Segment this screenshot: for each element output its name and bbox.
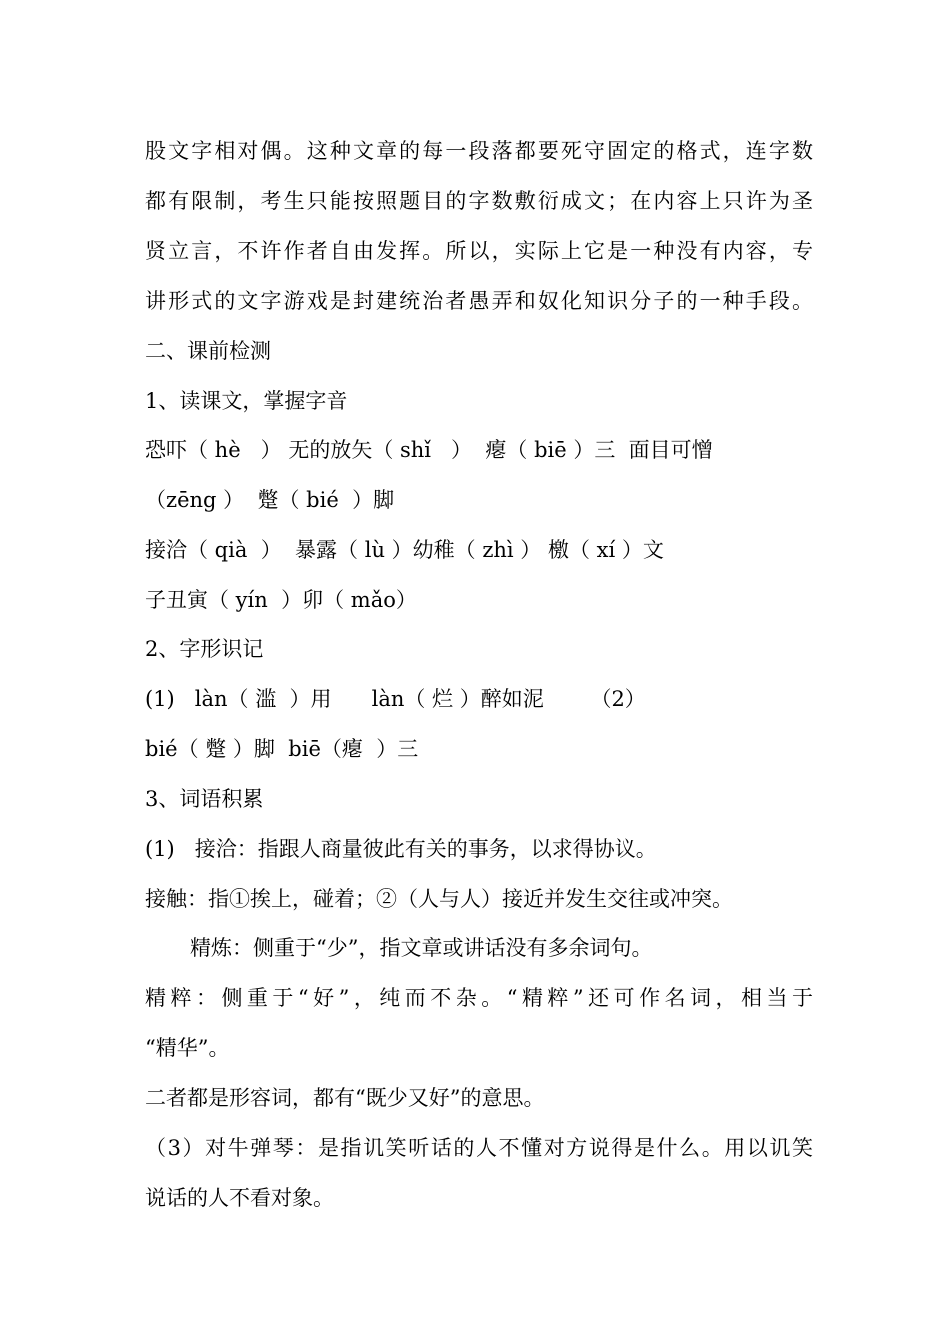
vocabulary-line: 精炼：侧重于“少”，指文章或讲话没有多余词句。 xyxy=(190,936,653,960)
subsection-heading: 2、字形识记 xyxy=(145,637,264,661)
paragraph-line: 讲形式的文字游戏是封建统治者愚弄和奴化知识分子的一种手段。 xyxy=(145,289,813,313)
paragraph-line: 贤立言，不许作者自由发挥。所以，实际上它是一种没有内容，专 xyxy=(145,239,813,263)
paragraph-line: 都有限制，考生只能按照题目的字数敷衍成文；在内容上只许为圣 xyxy=(145,189,813,213)
pronunciation-line: 子丑寅（ yín ）卯（ mǎo） xyxy=(145,588,417,612)
vocabulary-line: “精华”。 xyxy=(145,1036,230,1060)
glyph-recognition-line: (1) làn（ 滥 ）用 làn（ 烂 ）醉如泥 （2） xyxy=(145,687,646,711)
pronunciation-line: 恐吓（ hè ） 无的放矢（ shǐ ） 瘪（ biē ）三 面目可憎 xyxy=(145,438,713,462)
section-heading: 二、课前检测 xyxy=(145,339,271,363)
paragraph-line: 股文字相对偶。这种文章的每一段落都要死守固定的格式，连字数 xyxy=(145,139,813,163)
vocabulary-line: 说话的人不看对象。 xyxy=(145,1186,334,1210)
subsection-heading: 1、读课文，掌握字音 xyxy=(145,389,348,413)
pronunciation-line: （zēng ） 蹩（ bié ）脚 xyxy=(145,488,395,512)
vocabulary-line: （3）对牛弹琴：是指讥笑听话的人不懂对方说得是什么。用以讥笑 xyxy=(145,1136,813,1160)
vocabulary-line: (1) 接洽：指跟人商量彼此有关的事务，以求得协议。 xyxy=(145,837,657,861)
vocabulary-line: 二者都是形容词，都有“既少又好”的意思。 xyxy=(145,1086,545,1110)
glyph-recognition-line: bié（ 蹩 ）脚 biē（瘪 ）三 xyxy=(145,737,419,761)
vocabulary-line: 精粹：侧重于“好”，纯而不杂。“精粹”还可作名词，相当于 xyxy=(145,986,813,1010)
pronunciation-line: 接洽（ qià ） 暴露（ lù ）幼稚（ zhì ） 檄（ xí ）文 xyxy=(145,538,664,562)
subsection-heading: 3、词语积累 xyxy=(145,787,264,811)
vocabulary-line: 接触：指①挨上，碰着；②（人与人）接近并发生交往或冲突。 xyxy=(145,887,733,911)
